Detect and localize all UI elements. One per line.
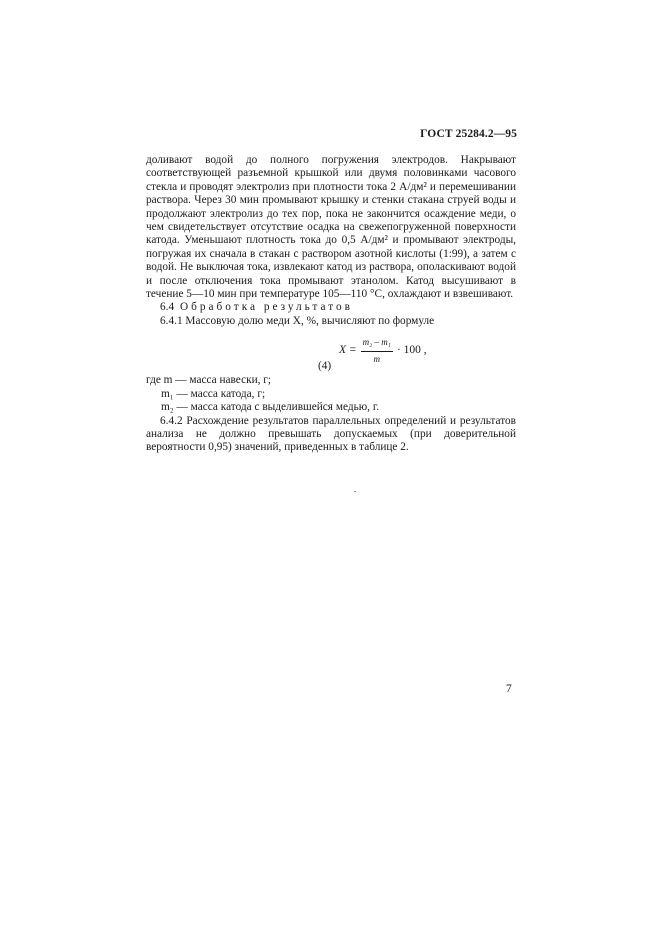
section-number: 6.4 [160, 301, 175, 314]
section-heading [146, 301, 516, 314]
where-line-1: где m — масса навески, г; [146, 374, 272, 387]
page-number: 7 [506, 683, 512, 695]
formula-numerator: m₂ – m₁ [361, 336, 393, 351]
scan-speck [354, 491, 356, 492]
section-title: Обработка результатов [179, 301, 353, 314]
document-body [146, 154, 516, 455]
formula-block [146, 328, 516, 374]
formula-rhs: · 100 , [396, 344, 427, 357]
where-line-3: m₂ — масса катода с выделившейся медью, г. [161, 401, 380, 414]
paragraph-6-4-2: 6.4.2 Расхождение результатов параллельных определений и результатов анализа не должно превышать допускаемых (при доверительной вероятности 0,95) значений, приведенных в таблице 2. [146, 414, 516, 454]
where-line-2: m₁ — масса катода, г; [161, 387, 266, 400]
document-header: ГОСТ 25284.2—95 [420, 128, 517, 140]
equation-number: (4) [318, 360, 332, 373]
formula-denominator: m [373, 353, 381, 364]
formula [339, 336, 427, 366]
paragraph-6-4-1: 6.4.1 Массовую долю меди X, %, вычисляют по формуле [160, 314, 435, 327]
formula-fraction [361, 336, 393, 366]
paragraph-electrolysis: доливают водой до полного погружения электродов. Накрывают соответствующей разъемной крышкой или двумя половинками часового стекла и проводят электролиз при плотности тока 2 А/дм² и перемешивании раствора. Через 30 мин промывают крышку и стенки стакана струей воды и продолжают электролиз до тех пор, пока не закончится осаждение меди, о чем свидетельствует отсутствие осадка на свежепогруженной поверхности катода. Уменьшают плотность тока до 0,5 А/дм² и промывают электроды, погружая их сначала в стакан с раствором азотной кислоты (1:99), а затем с водой. Не выключая тока, извлекают катод из раствора, ополаскивают водой и после отключения тока промывают этанолом. Катод высушивают в течение 5—10 мин при температуре 105—110 °С, охлаждают и взвешивают. [146, 154, 516, 301]
formula-lhs: X = [339, 344, 357, 357]
